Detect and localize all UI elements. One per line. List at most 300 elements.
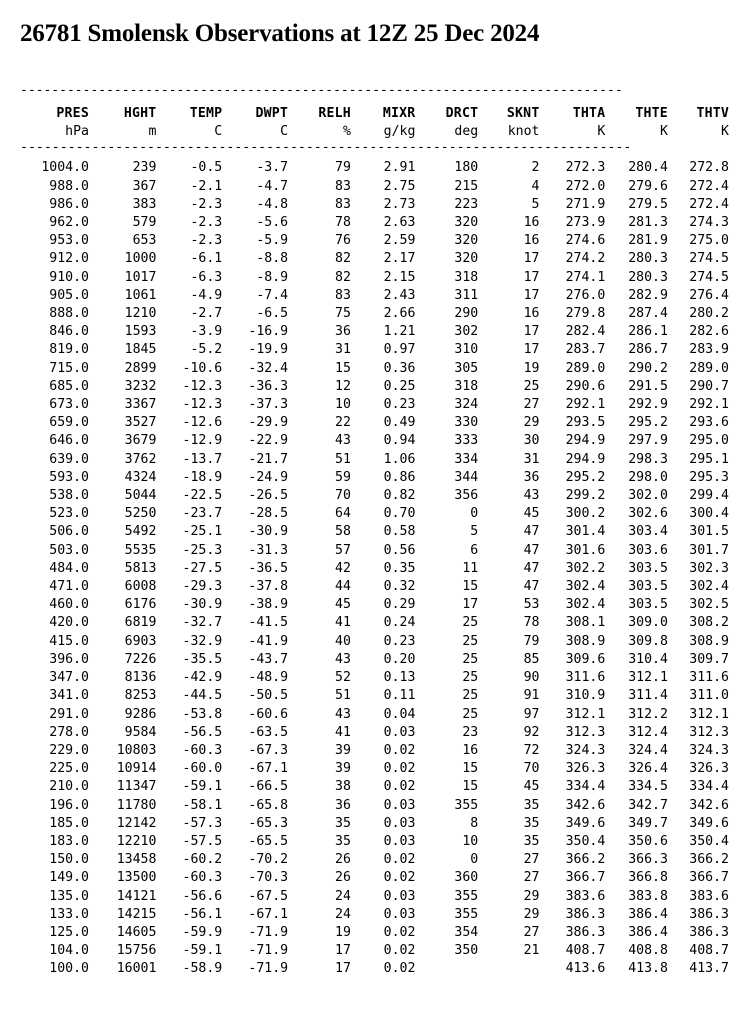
cell-thtv: 301.5 xyxy=(689,524,729,540)
cell-dwpt: -5.6 xyxy=(256,215,289,231)
cell-dwpt: -41.5 xyxy=(248,615,289,631)
cell-sknt: 5 xyxy=(531,196,540,212)
cell-dwpt: -71.9 xyxy=(248,961,289,977)
cell-thta: 302.4 xyxy=(565,597,606,613)
cell-thtv: 350.4 xyxy=(689,833,729,849)
cell-hght: 9584 xyxy=(124,724,157,740)
cell-hght: 14121 xyxy=(116,888,157,904)
cell-thtv: 276.4 xyxy=(689,287,729,303)
cell-hght: 8136 xyxy=(124,670,157,686)
cell-temp: -12.3 xyxy=(182,378,223,394)
cell-sknt: 27 xyxy=(523,924,540,940)
cell-thta: 311.6 xyxy=(565,670,606,686)
cell-thtv: 300.4 xyxy=(689,506,729,522)
cell-thtv: 311.0 xyxy=(689,688,729,704)
cell-drct: 318 xyxy=(454,269,479,285)
column-units-dwpt: C xyxy=(280,124,289,140)
divider-row xyxy=(20,141,729,159)
cell-relh: 35 xyxy=(335,815,351,831)
cell-hght: 13500 xyxy=(116,870,157,886)
cell-thtv: 312.3 xyxy=(689,724,729,740)
cell-relh: 76 xyxy=(335,233,351,249)
cell-mixr: 0.03 xyxy=(383,906,416,922)
cell-dwpt: -43.7 xyxy=(248,651,289,667)
cell-temp: -27.5 xyxy=(182,560,223,576)
cell-sknt: 29 xyxy=(523,415,540,431)
cell-mixr: 0.03 xyxy=(383,724,416,740)
cell-mixr: 2.91 xyxy=(383,160,416,176)
cell-thta: 274.6 xyxy=(565,233,606,249)
cell-pres: 420.0 xyxy=(49,615,89,631)
cell-pres: 185.0 xyxy=(49,815,89,831)
cell-mixr: 0.32 xyxy=(383,579,416,595)
cell-relh: 83 xyxy=(335,287,351,303)
table-row xyxy=(20,341,729,359)
table-row xyxy=(20,159,729,177)
cell-thtv: 301.7 xyxy=(689,542,729,558)
cell-drct: 6 xyxy=(470,542,479,558)
cell-thta: 334.4 xyxy=(565,779,606,795)
cell-dwpt: -37.8 xyxy=(248,579,289,595)
cell-relh: 51 xyxy=(335,688,351,704)
cell-dwpt: -4.8 xyxy=(256,196,289,212)
cell-temp: -2.1 xyxy=(190,178,223,194)
cell-sknt: 45 xyxy=(523,506,540,522)
cell-relh: 17 xyxy=(335,961,351,977)
cell-pres: 673.0 xyxy=(49,397,89,413)
cell-dwpt: -4.7 xyxy=(256,178,289,194)
cell-thta: 308.1 xyxy=(565,615,606,631)
cell-dwpt: -67.1 xyxy=(248,761,289,777)
cell-hght: 3679 xyxy=(124,433,157,449)
cell-drct: 8 xyxy=(470,815,479,831)
cell-sknt: 17 xyxy=(523,269,540,285)
cell-thte: 292.9 xyxy=(628,397,668,413)
cell-drct: 180 xyxy=(454,160,479,176)
cell-sknt: 27 xyxy=(523,397,540,413)
cell-thta: 386.3 xyxy=(565,906,606,922)
cell-relh: 24 xyxy=(335,906,351,922)
cell-dwpt: -70.2 xyxy=(248,852,289,868)
cell-hght: 367 xyxy=(132,178,157,194)
cell-thta: 312.3 xyxy=(565,724,606,740)
cell-drct: 25 xyxy=(462,615,479,631)
cell-drct: 320 xyxy=(454,251,479,267)
cell-thta: 350.4 xyxy=(565,833,606,849)
cell-drct: 15 xyxy=(462,579,479,595)
cell-thta: 289.0 xyxy=(565,360,606,376)
cell-sknt: 97 xyxy=(523,706,540,722)
cell-thte: 280.3 xyxy=(628,251,668,267)
column-units-hght: m xyxy=(148,124,157,140)
cell-drct: 360 xyxy=(454,870,479,886)
cell-hght: 653 xyxy=(132,233,157,249)
page-title: 26781 Smolensk Observations at 12Z 25 Dec 2024 xyxy=(20,20,540,47)
table-row xyxy=(20,815,729,833)
cell-temp: -56.6 xyxy=(182,888,223,904)
cell-mixr: 0.02 xyxy=(383,852,416,868)
cell-temp: -32.7 xyxy=(182,615,223,631)
cell-drct: 25 xyxy=(462,633,479,649)
cell-thtv: 309.7 xyxy=(689,651,729,667)
cell-sknt: 27 xyxy=(523,852,540,868)
cell-dwpt: -50.5 xyxy=(248,688,289,704)
table-row xyxy=(20,360,729,378)
cell-temp: -12.3 xyxy=(182,397,223,413)
column-header-hght: HGHT xyxy=(123,106,157,121)
cell-drct: 355 xyxy=(454,797,479,813)
cell-pres: 912.0 xyxy=(49,251,89,267)
cell-temp: -57.3 xyxy=(182,815,223,831)
cell-pres: 149.0 xyxy=(49,870,89,886)
cell-dwpt: -66.5 xyxy=(248,779,289,795)
cell-mixr: 0.02 xyxy=(383,924,416,940)
cell-hght: 2899 xyxy=(124,360,157,376)
cell-sknt: 16 xyxy=(523,306,540,322)
cell-thtv: 274.5 xyxy=(689,269,729,285)
cell-hght: 6903 xyxy=(124,633,157,649)
cell-thte: 286.1 xyxy=(628,324,668,340)
cell-thtv: 326.3 xyxy=(689,761,729,777)
cell-sknt: 29 xyxy=(523,888,540,904)
cell-relh: 59 xyxy=(335,469,351,485)
cell-relh: 22 xyxy=(335,415,351,431)
cell-hght: 5813 xyxy=(124,560,157,576)
cell-temp: -18.9 xyxy=(182,469,223,485)
cell-relh: 43 xyxy=(335,433,351,449)
cell-mixr: 0.36 xyxy=(383,360,416,376)
table-row xyxy=(20,378,729,396)
cell-relh: 82 xyxy=(335,269,351,285)
cell-pres: 415.0 xyxy=(49,633,89,649)
cell-mixr: 0.35 xyxy=(383,560,416,576)
cell-thte: 303.5 xyxy=(628,597,668,613)
cell-mixr: 0.03 xyxy=(383,888,416,904)
cell-pres: 229.0 xyxy=(49,742,89,758)
cell-thta: 294.9 xyxy=(565,433,606,449)
cell-thtv: 282.6 xyxy=(689,324,729,340)
cell-thtv: 280.2 xyxy=(689,306,729,322)
table-row xyxy=(20,687,729,705)
column-header-pres: PRES xyxy=(56,106,89,121)
cell-thte: 311.4 xyxy=(628,688,668,704)
cell-thtv: 308.2 xyxy=(689,615,729,631)
table-row xyxy=(20,651,729,669)
cell-relh: 40 xyxy=(335,633,351,649)
cell-thta: 274.1 xyxy=(565,269,606,285)
cell-hght: 10803 xyxy=(116,742,157,758)
cell-mixr: 0.04 xyxy=(383,706,416,722)
cell-dwpt: -67.5 xyxy=(248,888,289,904)
cell-sknt: 30 xyxy=(523,433,540,449)
cell-pres: 210.0 xyxy=(49,779,89,795)
table-row xyxy=(20,487,729,505)
cell-dwpt: -67.3 xyxy=(248,742,289,758)
cell-thta: 349.6 xyxy=(565,815,606,831)
cell-temp: -56.1 xyxy=(182,906,223,922)
cell-thtv: 302.4 xyxy=(689,579,729,595)
cell-sknt: 17 xyxy=(523,342,540,358)
cell-relh: 51 xyxy=(335,451,351,467)
cell-mixr: 0.02 xyxy=(383,742,416,758)
column-header-drct: DRCT xyxy=(445,106,479,121)
column-units-thtv: K xyxy=(721,124,729,140)
cell-relh: 58 xyxy=(335,524,351,540)
cell-hght: 13458 xyxy=(116,852,157,868)
table-row xyxy=(20,214,729,232)
cell-temp: -6.3 xyxy=(190,269,223,285)
cell-pres: 593.0 xyxy=(49,469,89,485)
cell-hght: 15756 xyxy=(116,943,157,959)
cell-hght: 3762 xyxy=(124,451,157,467)
cell-thtv: 386.3 xyxy=(689,924,729,940)
cell-thtv: 311.6 xyxy=(689,670,729,686)
cell-dwpt: -71.9 xyxy=(248,924,289,940)
cell-drct: 223 xyxy=(454,196,479,212)
cell-thtv: 272.8 xyxy=(689,160,729,176)
cell-drct: 0 xyxy=(470,506,479,522)
cell-sknt: 19 xyxy=(523,360,540,376)
cell-thtv: 299.4 xyxy=(689,488,729,504)
cell-hght: 6176 xyxy=(124,597,157,613)
cell-relh: 70 xyxy=(335,488,351,504)
cell-thte: 310.4 xyxy=(628,651,668,667)
cell-pres: 523.0 xyxy=(49,506,89,522)
cell-thte: 350.6 xyxy=(628,833,668,849)
cell-thte: 326.4 xyxy=(628,761,668,777)
cell-dwpt: -24.9 xyxy=(248,469,289,485)
divider-top: ----------------------------------------------------------------------------- xyxy=(20,83,623,98)
cell-thtv: 302.5 xyxy=(689,597,729,613)
cell-thtv: 272.4 xyxy=(689,196,729,212)
cell-relh: 43 xyxy=(335,651,351,667)
table-row xyxy=(20,924,729,942)
cell-drct: 334 xyxy=(454,451,479,467)
cell-dwpt: -63.5 xyxy=(248,724,289,740)
cell-hght: 3527 xyxy=(124,415,157,431)
cell-thta: 282.4 xyxy=(565,324,606,340)
cell-sknt: 35 xyxy=(523,815,540,831)
cell-sknt: 21 xyxy=(523,943,540,959)
cell-hght: 3232 xyxy=(124,378,157,394)
cell-hght: 11347 xyxy=(116,779,157,795)
cell-dwpt: -48.9 xyxy=(248,670,289,686)
cell-thtv: 302.3 xyxy=(689,560,729,576)
column-units-sknt: knot xyxy=(507,124,540,140)
cell-temp: -3.9 xyxy=(190,324,223,340)
cell-pres: 125.0 xyxy=(49,924,89,940)
cell-drct xyxy=(415,960,478,978)
cell-temp: -57.5 xyxy=(182,833,223,849)
cell-pres: 196.0 xyxy=(49,797,89,813)
cell-dwpt: -36.3 xyxy=(248,378,289,394)
cell-relh: 36 xyxy=(335,797,351,813)
cell-drct: 5 xyxy=(470,524,479,540)
cell-thta: 273.9 xyxy=(565,215,606,231)
cell-mixr: 2.66 xyxy=(383,306,416,322)
cell-thte: 309.8 xyxy=(628,633,668,649)
cell-sknt: 43 xyxy=(523,488,540,504)
table-row xyxy=(20,906,729,924)
cell-sknt: 4 xyxy=(531,178,540,194)
cell-mixr: 2.75 xyxy=(383,178,416,194)
cell-hght: 7226 xyxy=(124,651,157,667)
cell-sknt: 2 xyxy=(531,160,540,176)
cell-drct: 25 xyxy=(462,651,479,667)
cell-thta: 342.6 xyxy=(565,797,606,813)
cell-sknt: 17 xyxy=(523,287,540,303)
cell-sknt: 17 xyxy=(523,324,540,340)
cell-dwpt: -65.8 xyxy=(248,797,289,813)
cell-mixr: 0.13 xyxy=(383,670,416,686)
table-row xyxy=(20,869,729,887)
cell-mixr: 0.02 xyxy=(383,961,416,977)
cell-relh: 75 xyxy=(335,306,351,322)
column-units-thta: K xyxy=(597,124,606,140)
column-units-mixr: g/kg xyxy=(383,124,416,140)
cell-pres: 659.0 xyxy=(49,415,89,431)
cell-relh: 15 xyxy=(335,360,351,376)
cell-thta: 301.4 xyxy=(565,524,606,540)
cell-thtv: 413.7 xyxy=(689,961,729,977)
cell-mixr: 0.94 xyxy=(383,433,416,449)
cell-sknt: 78 xyxy=(523,615,540,631)
cell-temp: -2.3 xyxy=(190,215,223,231)
cell-thtv: 342.6 xyxy=(689,797,729,813)
cell-sknt: 70 xyxy=(523,761,540,777)
cell-thte: 302.6 xyxy=(628,506,668,522)
cell-thta: 283.7 xyxy=(565,342,606,358)
cell-pres: 988.0 xyxy=(49,178,89,194)
cell-hght: 5044 xyxy=(124,488,157,504)
cell-mixr: 0.03 xyxy=(383,797,416,813)
cell-thte: 291.5 xyxy=(628,378,668,394)
cell-dwpt: -8.8 xyxy=(256,251,289,267)
cell-mixr: 0.03 xyxy=(383,815,416,831)
cell-thta: 299.2 xyxy=(565,488,606,504)
cell-sknt xyxy=(478,960,539,978)
cell-drct: 344 xyxy=(454,469,479,485)
cell-sknt: 25 xyxy=(523,378,540,394)
cell-dwpt: -5.9 xyxy=(256,233,289,249)
cell-drct: 310 xyxy=(454,342,479,358)
cell-thte: 408.8 xyxy=(628,943,668,959)
cell-dwpt: -29.9 xyxy=(248,415,289,431)
cell-thte: 286.7 xyxy=(628,342,668,358)
cell-thte: 312.2 xyxy=(628,706,668,722)
cell-mixr: 0.29 xyxy=(383,597,416,613)
table-row xyxy=(20,287,729,305)
cell-thte: 298.3 xyxy=(628,451,668,467)
cell-relh: 19 xyxy=(335,924,351,940)
cell-thtv: 275.0 xyxy=(689,233,729,249)
cell-temp: -12.6 xyxy=(182,415,223,431)
cell-thta: 366.2 xyxy=(565,852,606,868)
cell-thte: 312.4 xyxy=(628,724,668,740)
cell-pres: 341.0 xyxy=(49,688,89,704)
table-row xyxy=(20,742,729,760)
cell-pres: 484.0 xyxy=(49,560,89,576)
cell-temp: -2.7 xyxy=(190,306,223,322)
cell-hght: 9286 xyxy=(124,706,157,722)
cell-temp: -60.2 xyxy=(182,852,223,868)
cell-relh: 41 xyxy=(335,615,351,631)
cell-relh: 31 xyxy=(335,342,351,358)
cell-drct: 25 xyxy=(462,670,479,686)
cell-relh: 10 xyxy=(335,397,351,413)
column-header-thta: THTA xyxy=(572,106,606,121)
cell-thta: 274.2 xyxy=(565,251,606,267)
column-units-pres: hPa xyxy=(65,124,89,140)
cell-dwpt: -7.4 xyxy=(256,287,289,303)
cell-drct: 215 xyxy=(454,178,479,194)
cell-dwpt: -37.3 xyxy=(248,397,289,413)
cell-hght: 11780 xyxy=(116,797,157,813)
cell-hght: 4324 xyxy=(124,469,157,485)
cell-drct: 320 xyxy=(454,233,479,249)
cell-mixr: 0.23 xyxy=(383,633,416,649)
cell-relh: 26 xyxy=(335,852,351,868)
cell-mixr: 0.11 xyxy=(383,688,416,704)
cell-mixr: 2.15 xyxy=(383,269,416,285)
cell-hght: 3367 xyxy=(124,397,157,413)
cell-pres: 471.0 xyxy=(49,579,89,595)
cell-thta: 272.3 xyxy=(565,160,606,176)
cell-drct: 25 xyxy=(462,688,479,704)
cell-thta: 366.7 xyxy=(565,870,606,886)
table-row xyxy=(20,778,729,796)
cell-temp: -25.1 xyxy=(182,524,223,540)
cell-drct: 290 xyxy=(454,306,479,322)
cell-dwpt: -41.9 xyxy=(248,633,289,649)
cell-drct: 355 xyxy=(454,906,479,922)
cell-temp: -53.8 xyxy=(182,706,223,722)
cell-sknt: 79 xyxy=(523,633,540,649)
cell-thte: 279.5 xyxy=(628,196,668,212)
cell-temp: -44.5 xyxy=(182,688,223,704)
cell-dwpt: -70.3 xyxy=(248,870,289,886)
table-row xyxy=(20,305,729,323)
cell-temp: -59.9 xyxy=(182,924,223,940)
cell-thtv: 366.7 xyxy=(689,870,729,886)
cell-temp: -56.5 xyxy=(182,724,223,740)
cell-thta: 290.6 xyxy=(565,378,606,394)
cell-thta: 294.9 xyxy=(565,451,606,467)
cell-pres: 135.0 xyxy=(49,888,89,904)
cell-thtv: 292.1 xyxy=(689,397,729,413)
cell-relh: 83 xyxy=(335,196,351,212)
cell-thte: 334.5 xyxy=(628,779,668,795)
cell-hght: 14605 xyxy=(116,924,157,940)
column-header-thtv: THTV xyxy=(696,106,729,121)
cell-pres: 910.0 xyxy=(49,269,89,285)
cell-temp: -13.7 xyxy=(182,451,223,467)
cell-thtv: 295.1 xyxy=(689,451,729,467)
cell-relh: 38 xyxy=(335,779,351,795)
table-row xyxy=(20,669,729,687)
cell-temp: -60.0 xyxy=(182,761,223,777)
table-row xyxy=(20,178,729,196)
cell-thte: 309.0 xyxy=(628,615,668,631)
cell-thtv: 386.3 xyxy=(689,906,729,922)
cell-thtv: 324.3 xyxy=(689,742,729,758)
cell-thte: 298.0 xyxy=(628,469,668,485)
cell-pres: 503.0 xyxy=(49,542,89,558)
cell-drct: 25 xyxy=(462,706,479,722)
table-row xyxy=(20,269,729,287)
cell-hght: 1017 xyxy=(124,269,157,285)
cell-drct: 0 xyxy=(470,852,479,868)
